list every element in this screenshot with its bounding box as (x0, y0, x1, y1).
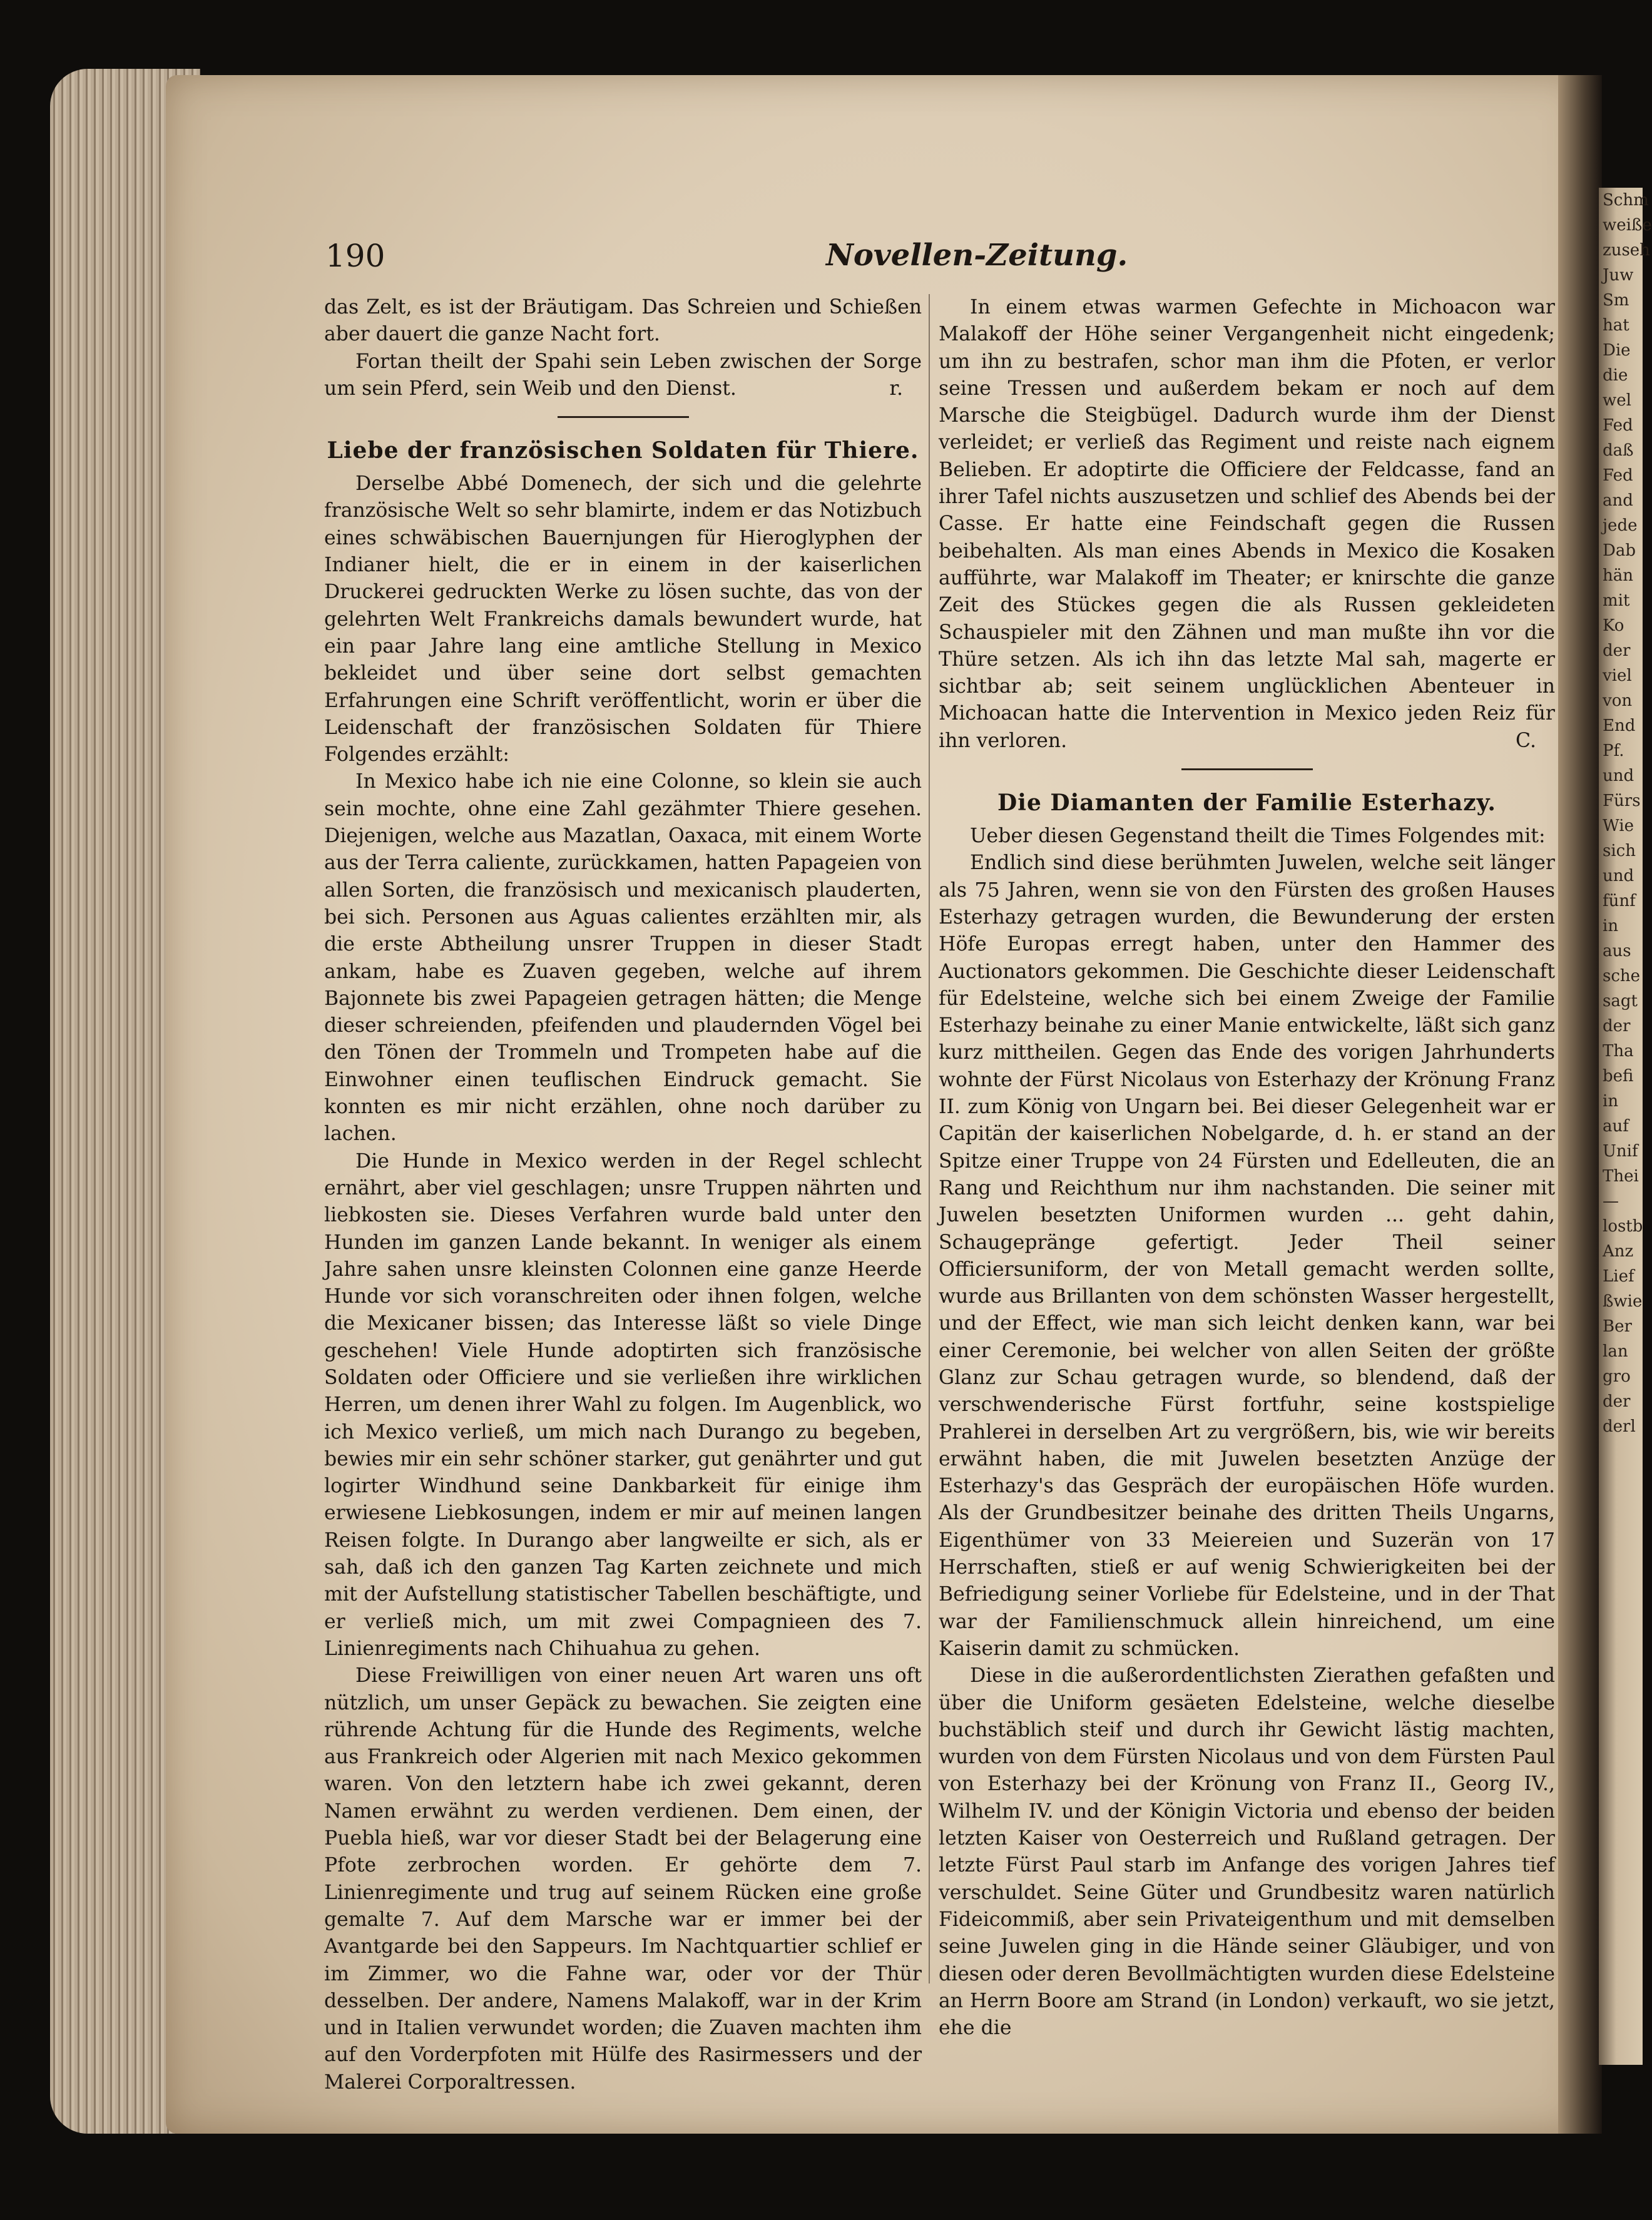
paragraph (939, 294, 1555, 755)
next-page-line: lostb (1603, 1217, 1643, 1236)
next-page-line: Wie (1603, 817, 1634, 835)
next-page-line: sche (1603, 967, 1641, 985)
next-page-line: mit (1603, 591, 1630, 610)
next-page-line: Die (1603, 341, 1631, 360)
next-page-line: Dab (1603, 541, 1636, 560)
next-page-line: fünf (1603, 892, 1636, 910)
next-page-line: aus (1603, 942, 1631, 960)
next-page-line: der (1603, 641, 1631, 660)
next-page-line: befi (1603, 1067, 1634, 1086)
paragraph: Ueber diesen Gegenstand theilt die Times Folgendes mit: (970, 825, 1546, 848)
next-page-line: End (1603, 716, 1636, 735)
next-page-line: und (1603, 766, 1634, 785)
article-heading: Die Diamanten der Familie Esterhazy. (997, 790, 1496, 817)
section-divider (558, 416, 689, 418)
left-column (324, 294, 922, 2096)
column-divider (929, 294, 930, 1983)
paragraph-text: Fortan theilt der Spahi sein Leben zwischen der Sorge um sein Pferd, sein Weib und den Dienst. (324, 350, 922, 400)
paragraph: In Mexico habe ich nie eine Colonne, so klein sie auch sein mochte, ohne eine Zahl gezähmter Thiere gesehen. Diejenigen, welche aus Mazatlan, Oaxaca, mit einem Worte aus der Terra caliente, zurückkamen, hatten Papageien von allen Sorten, die französisch und mexicanisch plauderten, bei sich. Personen aus Aguas calientes erzählten mir, als die erste Abtheilung unsrer Truppen in dieser Stadt ankam, habe es Zuaven gegeben, welche auf ihrem Bajonnete bis zwei Papageien getragen hätten; die Menge dieser schreienden, pfeifenden und plaudernden Vögel bei den Tönen der Trommeln und Trompeten habe auf die Einwohner einen teuflischen Eindruck gemacht. Sie konnten es mir nicht erzählen, ohne noch darüber zu lachen. (324, 770, 922, 1146)
next-page-line: daß (1603, 441, 1634, 460)
next-page-line: Sm (1603, 291, 1629, 310)
right-column (939, 294, 1555, 2042)
next-page-line: in (1603, 1092, 1619, 1111)
signature: C. (1516, 729, 1536, 752)
next-page-line: Fed (1603, 466, 1633, 485)
running-title: Novellen-Zeitung. (826, 238, 1128, 273)
paragraph: Derselbe Abbé Domenech, der sich und die gelehrte französische Welt so sehr blamirte, indem er das Notizbuch eines schwäbischen Bauernjungen für Hieroglyphen der Indianer hielt, die er in einem in der kaiserlichen Druckerei gedruckten Werke zu lösen suchte, das von der gelehrten Welt Frankreichs damals bewundert wurde, hat ein paar Jahre lang eine amtliche Stellung in Mexico bekleidet und über seine dort selbst gemachten Erfahrungen eine Schrift veröffentlicht, worin er über die Leidenschaft der französischen Soldaten für Thiere Folgendes erzählt: (324, 472, 922, 766)
next-page-line: sich (1603, 842, 1636, 860)
paragraph: Die Hunde in Mexico werden in der Regel schlecht ernährt, aber viel geschlagen; unsre Truppen nährten und liebkosten sie. Dieses Verfahren wurde bald unter den Hunden im ganzen Lande bekannt. In weniger als einem Jahre sahen unsre kleinsten Colonnen eine ganze Heerde Hunde vor sich voranschreiten oder ihnen folgen, welche die Mexicaner bissen; das Interesse läßt so viele Dinge geschehen! Viele Hunde adoptirten sich französische Soldaten oder Officiere und sie verließen ihre wirklichen Herren, um denen ihrer Wahl zu folgen. Im Augenblick, wo ich Mexico verließ, um mich nach Durango zu begeben, bewies mir ein sehr schöner starker, gut genährter und gut logirter Windhund seine Dankbarkeit für einige ihm erwiesene Liebkosungen, indem er mir auf meinen langen Reisen folgte. In Durango aber langweilte er sich, als er sah, daß ich den ganzen Tag Karten zeichnete und mich mit der Aufstellung statistischer Tabellen beschäftigte, und er verließ mich, um mit zwei Compagnieen des 7. Linienregiments nach Chihuahua zu gehen. (324, 1149, 922, 1660)
next-page-line: Tha (1603, 1042, 1634, 1061)
next-page-line: zuseh (1603, 241, 1650, 260)
next-page-line: Lief (1603, 1267, 1634, 1286)
next-page-line: Anz (1603, 1242, 1634, 1261)
page-header (325, 238, 1577, 288)
next-page-line: auf (1603, 1117, 1629, 1136)
signature: r. (889, 377, 903, 400)
article-heading: Liebe der französischen Soldaten für Thiere. (327, 437, 919, 464)
paragraph (324, 349, 922, 403)
page-number: 190 (325, 238, 385, 274)
paragraph-text: In einem etwas warmen Gefechte in Michoacon war Malakoff der Höhe seiner Vergangenheit nicht eingedenk; um ihn zu bestrafen, schor man ihm die Pfoten, er verlor seine Tressen und außerdem bekam er noch auf dem Marsche die Steigbügel. Dadurch wurde ihm der Dienst verleidet; er verließ das Regiment und reiste nach eignem Belieben. Er adoptirte die Officiere der Feldcasse, fand an ihrer Tafel nichts auszusetzen und schlief des Abends bei der Casse. Er hatte eine Feindschaft gegen die Russen beibehalten. Als man eines Abends in Mexico die Kosaken aufführte, war Malakoff im Theater; er knirschte die ganze Zeit des Stückes gegen die als Russen gekleideten Schauspieler mit den Zähnen und man mußte ihn vor die Thüre setzen. Als ich ihn das letzte Mal sah, magerte er sichtbar ab; seit seinem unglücklichen Abenteuer in Michoacan hatte die Intervention in Mexico jeden Reiz für ihn verloren. (939, 296, 1555, 752)
paragraph: Endlich sind diese berühmten Juwelen, welche seit länger als 75 Jahren, wenn sie von den Fürsten des großen Hauses Esterhazy getragen wurden, die Bewunderung der ersten Höfe Europas erregt haben, unter den Hammer des Auctionators gekommen. Die Geschichte dieser Leidenschaft für Edelsteine, welche sich bei einem Zweige der Familie Esterhazy beinahe zu einer Manie entwickelte, läßt sich ganz kurz mittheilen. Gegen das Ende des vorigen Jahrhunderts wohnte der Fürst Nicolaus von Esterhazy der Krönung Franz II. zum König von Ungarn bei. Bei dieser Gelegenheit war er Capitän der kaiserlichen Nobelgarde, d. h. er stand an der Spitze einer Truppe von 24 Fürsten und Edelleuten, die an Rang und Reichthum nur ihm nachstanden. Die seiner mit Juwelen besetzten Uniformen wurden ... geht dahin, Schaugepränge gefertigt. Jeder Theil seiner Officiersuniform, der von Metall gemacht werden sollte, wurde aus Brillanten von dem schönsten Wasser hergestellt, und der Effect, wie man sich leicht denken kann, war bei einer Ceremonie, bei welcher von allen Seiten der größte Glanz zur Schau getragen wurde, so blendend, daß der verschwenderische Fürst fortfuhr, seine kostspielige Prahlerei in derselben Art zu vergrößern, bis, wie wir bereits erwähnt haben, die mit Juwelen besetzten Anzüge der Esterhazy's das Gespräch der europäischen Höfe wurden. Als der Grundbesitzer beinahe des dritten Theils Ungarns, Eigenthümer von 33 Meiereien und Suzerän von 17 Herrschaften, stieß er auf wenig Schwierigkeiten bei der Befriedigung seiner Vorliebe für Edelsteine, und in der That war der Familienschmuck allein hinreichend, um eine Kaiserin damit zu schmücken. (939, 852, 1555, 1660)
next-page-line: die (1603, 366, 1628, 385)
next-page-fragment (1599, 188, 1652, 2065)
paragraph: Diese in die außerordentlichsten Zierathen gefaßten und über die Uniform gesäeten Edelsteine, welche dieselbe buchstäblich steif und durch ihr Gewicht lästig machten, wurden von dem Fürsten Nicolaus und von dem Fürsten Paul von Esterhazy bei der Krönung von Franz II., Georg IV., Wilhelm IV. und der Königin Victoria und ebenso der beiden letzten Kaiser von Oesterreich und Rußland getragen. Der letzte Fürst Paul starb im Anfange des vorigen Jahres tief verschuldet. Seine Güter und Grundbesitz waren natürlich Fideicommiß, aber sein Privateigenthum und mit demselben seine Juwelen ging in die Hände seiner Gläubiger, und von diesen oder deren Bevollmächtigten wurden diese Edelsteine an Herrn Boore am Strand (in London) verkauft, wo sie jetzt, ehe die (939, 1664, 1555, 2040)
next-page-line: Fürs (1603, 792, 1641, 810)
paragraph: Diese Freiwilligen von einer neuen Art waren uns oft nützlich, um unser Gepäck zu bewachen. Sie zeigten eine rührende Achtung für die Hunde des Regiments, welche aus Frankreich oder Algerien mit nach Mexico gekommen waren. Von den letztern habe ich zwei gekannt, deren Namen erwähnt zu werden verdienen. Dem einen, der Puebla hieß, war vor dieser Stadt bei der Belagerung eine Pfote zerbrochen worden. Er gehörte dem 7. Linienregimente und trug auf seinem Rücken eine große gemalte 7. Auf dem Marsche war er immer bei der Avantgarde bei den Sappeurs. Im Nachtquartier schlief er im Zimmer, wo die Fahne war, oder vor der Thür desselben. Der andere, Namens Malakoff, war in der Krim und in Italien verwundet worden; die Zuaven machten ihm auf den Vorderpfoten mit Hülfe des Rasirmessers und der Malerei Corporaltressen. (324, 1664, 922, 2094)
next-page-line: viel (1603, 666, 1632, 685)
next-page-line: wel (1603, 391, 1631, 410)
next-page-line: in (1603, 917, 1619, 935)
next-page-line: Pf. (1603, 741, 1624, 760)
next-page-line: gro (1603, 1367, 1631, 1386)
next-page-line: Ber (1603, 1317, 1632, 1336)
next-page-line: lan (1603, 1342, 1628, 1361)
next-page-line: von (1603, 691, 1633, 710)
next-page-line: der (1603, 1392, 1631, 1411)
next-page-line: der (1603, 1017, 1631, 1036)
next-page-line: and (1603, 491, 1633, 510)
next-page-line: und (1603, 867, 1634, 885)
next-page-line: Juw (1603, 266, 1634, 285)
book-gutter (1558, 75, 1602, 2134)
next-page-line: hat (1603, 316, 1629, 335)
next-page-line: hän (1603, 566, 1633, 585)
next-page-line: Fed (1603, 416, 1633, 435)
next-page-line: Ko (1603, 616, 1624, 635)
section-divider (1181, 768, 1313, 770)
next-page-line: — (1603, 1192, 1619, 1211)
next-page-line: jede (1603, 516, 1638, 535)
next-page-line: ßwie (1603, 1292, 1643, 1311)
next-page-line: sagt (1603, 992, 1638, 1011)
next-page-line: Schm (1603, 191, 1649, 210)
next-page-line: derl (1603, 1417, 1636, 1436)
next-page-line: weiße (1603, 216, 1652, 235)
paragraph: das Zelt, es ist der Bräutigam. Das Schreien und Schießen aber dauert die ganze Nacht fort. (324, 296, 922, 346)
next-page-line: Unif (1603, 1142, 1638, 1161)
next-page-line: Thei (1603, 1167, 1639, 1186)
